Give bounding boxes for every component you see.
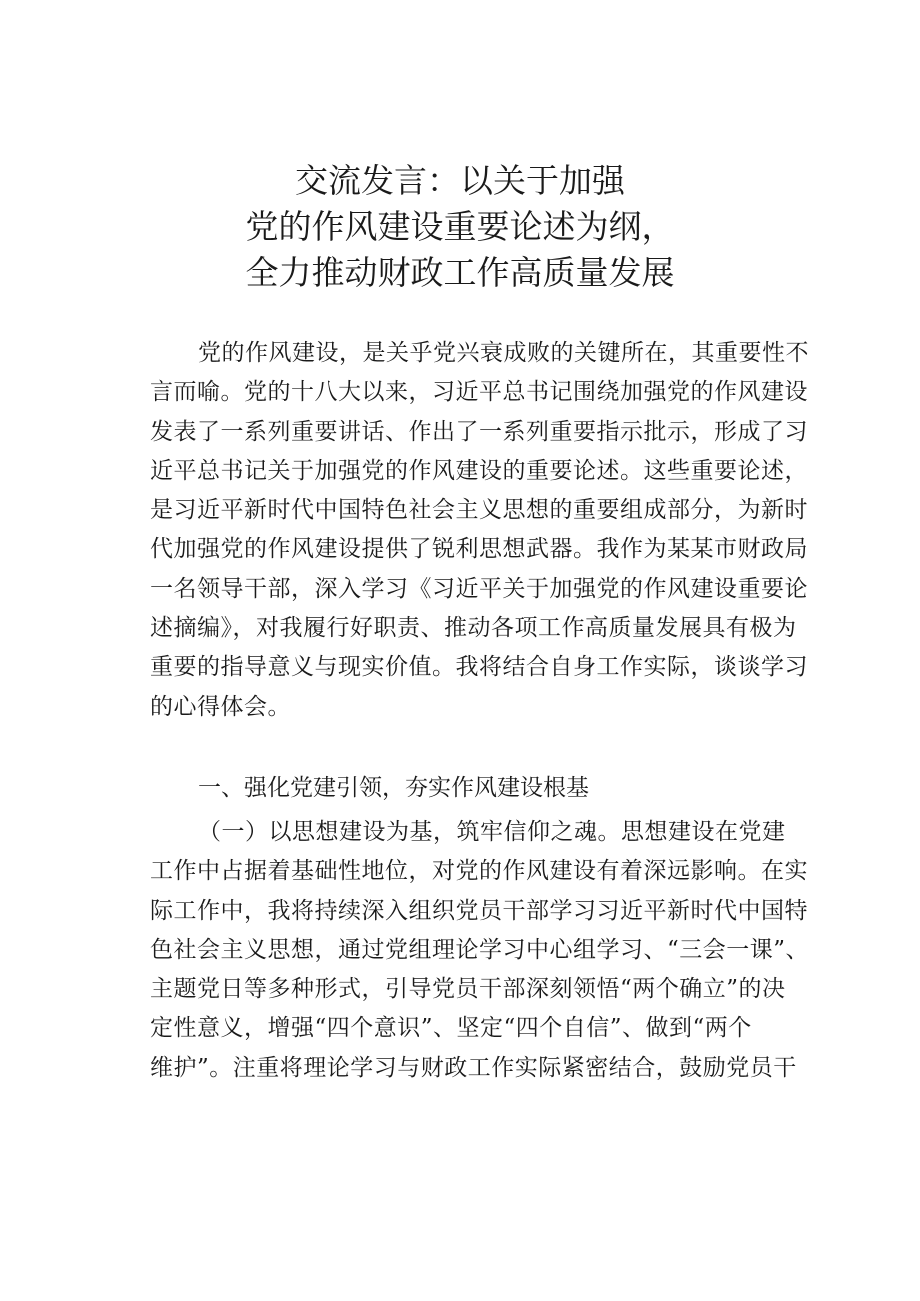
paragraph-line: 言而喻。党的十八大以来，习近平总书记围绕加强党的作风建设 [150, 379, 808, 406]
intro-paragraph [150, 334, 810, 727]
paragraph-line: 是习近平新时代中国特色社会主义思想的重要组成部分，为新时 [150, 497, 808, 524]
section-heading: 一、强化党建引领，夯实作风建设根基 [198, 775, 589, 801]
paragraph-line: （一）以思想建设为基，筑牢信仰之魂。思想建设在党建 [198, 819, 786, 845]
paragraph-line: 重要的指导意义与现实价值。我将结合自身工作实际，谈谈学习 [150, 654, 808, 681]
paragraph-line: 的心得体会。 [150, 693, 291, 720]
document-title [100, 158, 820, 296]
title-line-2: 党的作风建设重要论述为纲， [245, 207, 675, 246]
paragraph-line: 定性意义，增强“四个意识”、坚定“四个自信”、做到“两个 [150, 1015, 752, 1042]
paragraph-line: 发表了一系列重要讲话、作出了一系列重要指示批示，形成了习 [150, 418, 808, 445]
paragraph-line: 工作中占据着基础性地位，对党的作风建设有着深远影响。在实 [150, 858, 808, 885]
paragraph-line: 代加强党的作风建设提供了锐利思想武器。我作为某某市财政局 [150, 536, 808, 563]
title-line-1: 交流发言：以关于加强 [295, 161, 625, 200]
section1-paragraph [150, 813, 810, 1088]
paragraph-line: 际工作中，我将持续深入组织党员干部学习习近平新时代中国特 [150, 897, 808, 924]
paragraph-line: 近平总书记关于加强党的作风建设的重要论述。这些重要论述， [150, 457, 808, 484]
title-line-3: 全力推动财政工作高质量发展 [245, 253, 675, 292]
paragraph-line: 主题党日等多种形式，引导党员干部深刻领悟“两个确立”的决 [150, 976, 786, 1003]
paragraph-line: 色社会主义思想，通过党组理论学习中心组学习、“三会一课”、 [150, 936, 810, 963]
paragraph-line: 一名领导干部，深入学习《习近平关于加强党的作风建设重要论 [150, 575, 808, 602]
paragraph-line: 党的作风建设，是关乎党兴衰成败的关键所在，其重要性不 [198, 340, 809, 366]
paragraph-line: 述摘编》，对我履行好职责、推动各项工作高质量发展具有极为 [150, 615, 797, 642]
paragraph-line: 维护”。注重将理论学习与财政工作实际紧密结合，鼓励党员干 [150, 1054, 797, 1081]
